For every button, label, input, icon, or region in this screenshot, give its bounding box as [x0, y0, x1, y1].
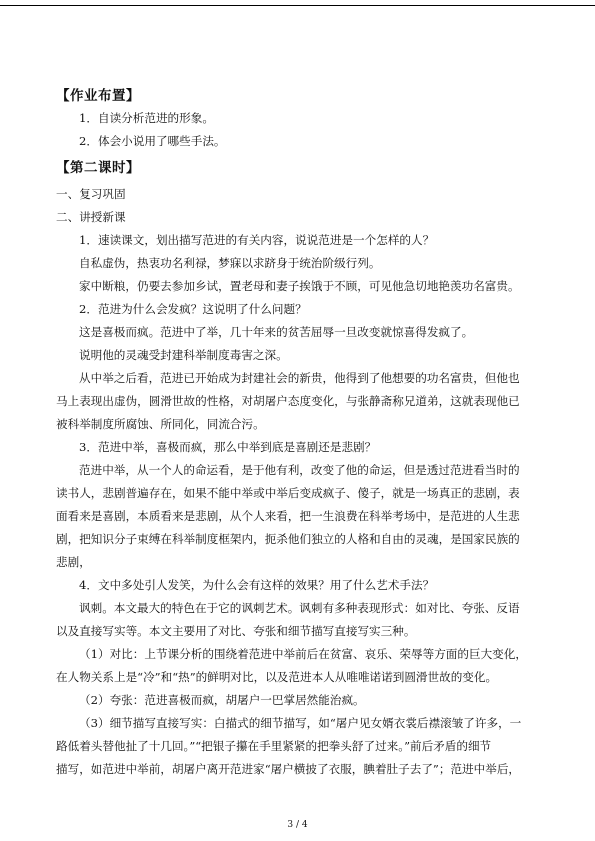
paragraph-line: 被科举制度所腐蚀、所同化，同流合污。: [56, 417, 265, 431]
paragraph-line: 以及直接写实等。本文主要用了对比、夸张和细节描写直接写实三种。: [56, 624, 416, 638]
answer-line: 说明他的灵魂受封建科举制度毒害之深。: [79, 348, 288, 362]
paragraph-line: 描写，如范进中举前，胡屠户离开范进家“屠户横披了衣服，腆着肚子去了”；范进中举后，: [56, 762, 521, 776]
paragraph-line: （2）夸张：范进喜极而疯，胡屠户一巴掌居然能治疯。: [79, 693, 365, 707]
paragraph-line: 读书人，悲剧普遍存在，如果不能中举或中举后变成疯子、傻子，就是一场真正的悲剧，表: [56, 486, 520, 500]
top-rule: [0, 5, 595, 6]
paragraph-line: 从中举之后看，范进已开始成为封建社会的新贵，他得到了他想要的功名富贵，但他也: [79, 371, 520, 385]
paragraph-line: 讽刺。本文最大的特色在于它的讽刺艺术。讽刺有多种表现形式：如对比、夸张、反语: [79, 601, 520, 615]
second-lesson-heading: 【第二课时】: [56, 160, 140, 176]
paragraph-line: 范进中举，从一个人的命运看，是于他有利，改变了他的命运，但是透过范进看当时的: [79, 463, 520, 477]
answer-line: 这是喜极而疯。范进中了举，几十年来的贫苦屈辱一旦改变就惊喜得发疯了。: [79, 325, 474, 339]
question: 2．范进为什么会发疯？这说明了什么问题？: [79, 302, 307, 316]
question: 4．文中多处引人发笑，为什么会有这样的效果？用了什么艺术手法？: [79, 578, 435, 592]
homework-heading: 【作业布置】: [56, 88, 140, 104]
question: 1．速读课文，划出描写范进的有关内容，说说范进是一个怎样的人？: [79, 233, 435, 247]
paragraph-line: 悲剧，: [56, 555, 91, 569]
paragraph-line: 马上表现出虚伪，圆滑世故的性格，对胡屠户态度变化，与张静斋称兄道弟，这就表现他已: [56, 394, 520, 408]
outline-item: 二、讲授新课: [56, 210, 126, 224]
answer-line: 家中断粮，仍要去参加乡试，置老母和妻子挨饿于不顾，可见他急切地艳羡功名富贵。: [79, 279, 520, 293]
outline-item: 一、复习巩固: [56, 187, 126, 201]
paragraph-line: 剧，把知识分子束缚在科举制度框架内，扼杀他们独立的人格和自由的灵魂，是国家民族的: [56, 532, 520, 546]
paragraph-line: 路低着头替他扯了十几回。”“把银子攥在手里紧紧的把拳头舒了过来。”前后矛盾的细节: [56, 739, 492, 753]
homework-item: 2．体会小说用了哪些手法。: [79, 134, 226, 148]
question: 3．范进中举，喜极而疯，那么中举到底是喜剧还是悲剧？: [79, 440, 377, 454]
page-number: 3 / 4: [287, 820, 308, 830]
answer-line: 自私虚伪，热衷功名利禄，梦寐以求跻身于统治阶级行列。: [79, 256, 381, 270]
paragraph-line: 在人物关系上是“冷”和“热”的鲜明对比，以及范进本人从唯唯诺诺到圆滑世故的变化。: [56, 670, 498, 684]
paragraph-line: （3）细节描写直接写实：白描式的细节描写，如“屠户见女婿衣裳后襟滚皱了许多，一: [79, 716, 522, 730]
homework-item: 1．自读分析范进的形象。: [79, 111, 214, 125]
paragraph-line: 面看来是喜剧，本质看来是悲剧，从个人来看，把一生浪费在科举考场中，是范进的人生悲: [56, 509, 520, 523]
paragraph-line: （1）对比：上节课分析的围绕着范进中举前后在贫富、哀乐、荣辱等方面的巨大变化，: [79, 647, 527, 661]
